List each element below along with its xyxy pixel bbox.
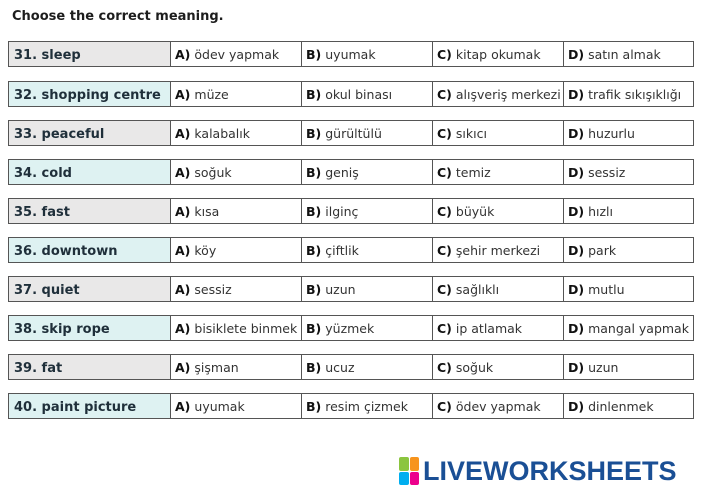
question-row bbox=[8, 81, 694, 107]
question-row bbox=[8, 237, 694, 263]
option-letter: D) bbox=[568, 398, 585, 414]
option-b[interactable] bbox=[302, 316, 433, 340]
option-text: dinlenmek bbox=[588, 398, 654, 414]
option-text: okul binası bbox=[325, 86, 393, 102]
option-d[interactable] bbox=[564, 277, 693, 301]
option-letter: C) bbox=[437, 398, 452, 414]
liveworksheets-logo bbox=[399, 455, 677, 487]
option-b[interactable] bbox=[302, 394, 433, 418]
option-letter: A) bbox=[175, 203, 191, 219]
option-text: ip atlamak bbox=[455, 320, 523, 336]
option-letter: D) bbox=[568, 125, 585, 141]
option-letter: D) bbox=[568, 46, 585, 62]
question-row bbox=[8, 41, 694, 67]
option-text: soğuk bbox=[194, 164, 232, 180]
option-text: ödev yapmak bbox=[455, 398, 541, 414]
option-text: çiftlik bbox=[325, 242, 359, 258]
option-text: soğuk bbox=[455, 359, 494, 375]
option-a[interactable] bbox=[171, 42, 302, 66]
option-text: satın almak bbox=[588, 46, 661, 62]
option-text: uyumak bbox=[194, 398, 245, 414]
option-text: mutlu bbox=[588, 281, 625, 297]
option-letter: C) bbox=[437, 86, 452, 102]
option-c[interactable] bbox=[433, 394, 564, 418]
option-text: geniş bbox=[325, 164, 359, 180]
option-letter: A) bbox=[175, 281, 191, 297]
option-text: yüzmek bbox=[325, 320, 375, 336]
option-b[interactable] bbox=[302, 82, 433, 106]
option-d[interactable] bbox=[564, 316, 693, 340]
option-c[interactable] bbox=[433, 355, 564, 379]
option-a[interactable] bbox=[171, 199, 302, 223]
logo-text: LIVEWORKSHEETS bbox=[423, 455, 677, 486]
question-row bbox=[8, 198, 694, 224]
option-d[interactable] bbox=[564, 160, 693, 184]
option-text: sessiz bbox=[588, 164, 626, 180]
option-text: bisiklete binmek bbox=[194, 320, 298, 336]
option-c[interactable] bbox=[433, 160, 564, 184]
option-b[interactable] bbox=[302, 42, 433, 66]
option-text: şehir merkezi bbox=[455, 242, 541, 258]
option-letter: C) bbox=[437, 46, 452, 62]
option-b[interactable] bbox=[302, 160, 433, 184]
option-a[interactable] bbox=[171, 82, 302, 106]
option-a[interactable] bbox=[171, 277, 302, 301]
option-a[interactable] bbox=[171, 238, 302, 262]
option-c[interactable] bbox=[433, 42, 564, 66]
logo-mark-icon bbox=[399, 457, 419, 485]
option-letter: A) bbox=[175, 359, 191, 375]
question-row bbox=[8, 120, 694, 146]
option-text: köy bbox=[194, 242, 217, 258]
question-word: 31. sleep bbox=[9, 42, 171, 66]
question-word: 33. peaceful bbox=[9, 121, 171, 145]
option-c[interactable] bbox=[433, 82, 564, 106]
option-letter: A) bbox=[175, 242, 191, 258]
option-c[interactable] bbox=[433, 121, 564, 145]
option-text: gürültülü bbox=[325, 125, 382, 141]
option-letter: B) bbox=[306, 398, 322, 414]
option-a[interactable] bbox=[171, 394, 302, 418]
option-text: büyük bbox=[455, 203, 495, 219]
option-letter: B) bbox=[306, 46, 322, 62]
question-word: 37. quiet bbox=[9, 277, 171, 301]
option-letter: D) bbox=[568, 86, 585, 102]
option-letter: C) bbox=[437, 164, 452, 180]
option-text: ucuz bbox=[325, 359, 355, 375]
question-row bbox=[8, 393, 694, 419]
option-letter: C) bbox=[437, 359, 452, 375]
option-text: uzun bbox=[325, 281, 356, 297]
option-letter: B) bbox=[306, 359, 322, 375]
option-letter: A) bbox=[175, 46, 191, 62]
option-text: alışveriş merkezi bbox=[455, 86, 561, 102]
option-letter: D) bbox=[568, 320, 585, 336]
page-title: Choose the correct meaning. bbox=[12, 9, 224, 24]
question-row bbox=[8, 159, 694, 185]
option-letter: C) bbox=[437, 320, 452, 336]
option-c[interactable] bbox=[433, 199, 564, 223]
option-text: sessiz bbox=[194, 281, 232, 297]
option-text: kalabalık bbox=[194, 125, 250, 141]
option-letter: B) bbox=[306, 164, 322, 180]
option-text: uyumak bbox=[325, 46, 376, 62]
option-d[interactable] bbox=[564, 394, 693, 418]
option-letter: B) bbox=[306, 320, 322, 336]
option-d[interactable] bbox=[564, 42, 693, 66]
option-letter: C) bbox=[437, 125, 452, 141]
option-letter: C) bbox=[437, 281, 452, 297]
option-letter: C) bbox=[437, 203, 452, 219]
option-c[interactable] bbox=[433, 277, 564, 301]
option-text: trafik sıkışıklığı bbox=[588, 86, 682, 102]
option-text: şişman bbox=[194, 359, 239, 375]
option-letter: D) bbox=[568, 281, 585, 297]
option-letter: A) bbox=[175, 86, 191, 102]
option-b[interactable] bbox=[302, 199, 433, 223]
option-b[interactable] bbox=[302, 121, 433, 145]
option-letter: A) bbox=[175, 164, 191, 180]
option-d[interactable] bbox=[564, 238, 693, 262]
option-text: uzun bbox=[588, 359, 619, 375]
option-b[interactable] bbox=[302, 355, 433, 379]
option-letter: C) bbox=[437, 242, 452, 258]
question-row bbox=[8, 354, 694, 380]
question-word: 38. skip rope bbox=[9, 316, 171, 340]
option-letter: B) bbox=[306, 281, 322, 297]
question-row bbox=[8, 315, 694, 341]
option-text: sağlıklı bbox=[455, 281, 500, 297]
question-word: 39. fat bbox=[9, 355, 171, 379]
option-text: park bbox=[588, 242, 617, 258]
option-a[interactable] bbox=[171, 160, 302, 184]
option-text: mangal yapmak bbox=[588, 320, 689, 336]
option-b[interactable] bbox=[302, 277, 433, 301]
option-text: resim çizmek bbox=[325, 398, 408, 414]
option-text: ilginç bbox=[325, 203, 359, 219]
question-word: 40. paint picture bbox=[9, 394, 171, 418]
option-d[interactable] bbox=[564, 355, 693, 379]
question-word: 32. shopping centre bbox=[9, 82, 171, 106]
option-letter: A) bbox=[175, 320, 191, 336]
option-letter: D) bbox=[568, 164, 585, 180]
option-text: huzurlu bbox=[588, 125, 635, 141]
option-text: kitap okumak bbox=[455, 46, 541, 62]
option-d[interactable] bbox=[564, 199, 693, 223]
option-letter: D) bbox=[568, 242, 585, 258]
option-d[interactable] bbox=[564, 121, 693, 145]
option-text: hızlı bbox=[588, 203, 613, 219]
question-word: 35. fast bbox=[9, 199, 171, 223]
option-text: ödev yapmak bbox=[194, 46, 280, 62]
option-letter: B) bbox=[306, 125, 322, 141]
option-text: kısa bbox=[194, 203, 220, 219]
option-text: müze bbox=[194, 86, 229, 102]
question-word: 36. downtown bbox=[9, 238, 171, 262]
question-word: 34. cold bbox=[9, 160, 171, 184]
option-text: sıkıcı bbox=[455, 125, 487, 141]
option-letter: B) bbox=[306, 86, 322, 102]
option-a[interactable] bbox=[171, 355, 302, 379]
option-c[interactable] bbox=[433, 316, 564, 340]
option-a[interactable] bbox=[171, 121, 302, 145]
option-text: temiz bbox=[455, 164, 491, 180]
option-letter: A) bbox=[175, 398, 191, 414]
option-letter: B) bbox=[306, 242, 322, 258]
option-b[interactable] bbox=[302, 238, 433, 262]
option-d[interactable] bbox=[564, 82, 693, 106]
option-letter: D) bbox=[568, 203, 585, 219]
option-c[interactable] bbox=[433, 238, 564, 262]
option-letter: A) bbox=[175, 125, 191, 141]
option-letter: B) bbox=[306, 203, 322, 219]
question-row bbox=[8, 276, 694, 302]
option-letter: D) bbox=[568, 359, 585, 375]
option-a[interactable] bbox=[171, 316, 302, 340]
